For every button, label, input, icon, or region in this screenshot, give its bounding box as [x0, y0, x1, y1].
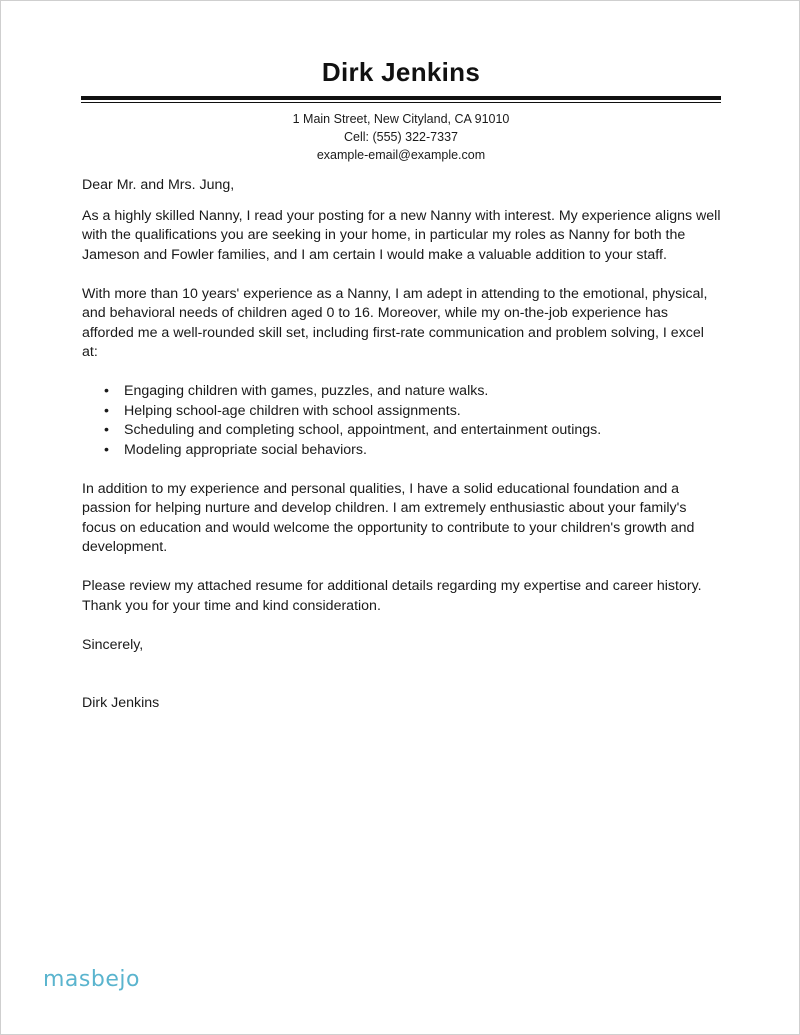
sender-name: Dirk Jenkins — [321, 57, 481, 87]
list-item-text: Modeling appropriate social behaviors. — [124, 441, 367, 458]
bullet-icon: • — [104, 441, 109, 458]
paragraph-intro: As a highly skilled Nanny, I read your posting for a new Nanny with interest. My experience aligns well with the qualifications you are seeking in your home, in particular my roles as Nanny for both the Jameson and Fowler families, and I am certain I would make a valuable addition to your staff. — [82, 207, 721, 263]
paragraph-education: In addition to my experience and personal qualities, I have a solid educational foundation and a passion for helping nurture and develop children. I am extremely enthusiastic about your family's focus on education and would welcome the opportunity to contribute to your children's growth and development. — [82, 480, 695, 555]
list-item — [82, 402, 722, 422]
list-item-text: Engaging children with games, puzzles, and nature walks. — [124, 383, 489, 399]
email-line: example-email@example.com — [316, 148, 486, 162]
header-rule-thick — [81, 96, 721, 100]
header-rule-thin — [81, 102, 721, 103]
list-item — [82, 382, 722, 402]
watermark-logo: masbejo — [43, 967, 140, 992]
signature-name: Dirk Jenkins — [82, 695, 160, 711]
address-line: 1 Main Street, New Cityland, CA 91010 — [292, 112, 510, 126]
bullet-icon: • — [104, 383, 109, 399]
letter-body — [82, 176, 722, 714]
paragraph-experience: With more than 10 years' experience as a Nanny, I am adept in attending to the emotional, physical, and behavioral needs of children aged 0 to 16. Moreover, while my on-the-job experience has afforded me a well-rounded skill set, including first-rate communication and problem solving, I excel at: — [82, 285, 708, 360]
list-item — [82, 421, 722, 441]
greeting: Dear Mr. and Mrs. Jung, — [82, 177, 235, 193]
list-item-text: Helping school-age children with school assignments. — [124, 402, 461, 419]
paragraph-closing-request: Please review my attached resume for additional details regarding my expertise and career history. Thank you for your time and kind consideration. — [82, 578, 702, 614]
closing-salutation: Sincerely, — [82, 636, 144, 653]
contact-block — [1, 110, 800, 164]
list-item — [82, 441, 722, 461]
skills-list — [82, 382, 722, 460]
bullet-icon: • — [104, 422, 109, 438]
cell-line: Cell: (555) 322-7337 — [344, 130, 458, 144]
bullet-icon: • — [104, 402, 109, 419]
list-item-text: Scheduling and completing school, appointment, and entertainment outings. — [124, 422, 602, 438]
